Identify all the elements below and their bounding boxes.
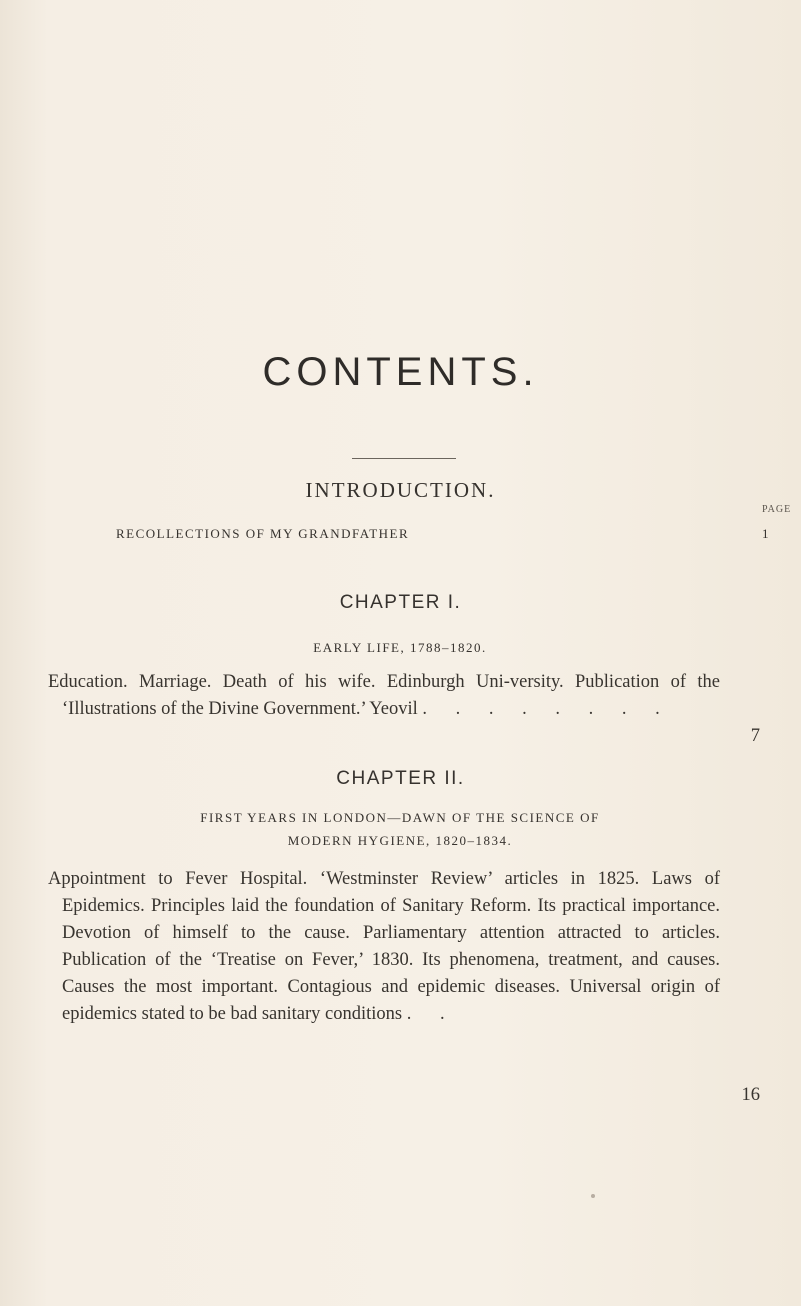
page-title: CONTENTS. <box>262 350 539 394</box>
chapter-1-entry <box>48 669 760 746</box>
page-column-label: PAGE <box>762 504 792 515</box>
chapter-1-entry-leader: . . . . . . . . <box>422 699 672 719</box>
paper-speck <box>591 1194 595 1198</box>
introduction-entry <box>116 526 776 542</box>
chapter-1-heading: CHAPTER I. <box>339 592 462 613</box>
chapter-1-entry-text: Education. Marriage. Death of his wife. Edinburgh Uni-versity. Publication of the ‘Illustrations of the Divine Government.’ Yeovil <box>48 672 720 719</box>
chapter-1-page-number: 7 <box>750 726 760 746</box>
chapter-1-subtitle: EARLY LIFE, 1788–1820. <box>313 640 487 655</box>
chapter-1-entry-body <box>48 669 760 723</box>
chapter-2-subtitle-line-2: MODERN HYGIENE, 1820–1834. <box>287 833 513 848</box>
introduction-entry-text: RECOLLECTIONS OF MY GRANDFATHER <box>116 526 410 541</box>
title-divider <box>352 458 456 459</box>
chapter-2-subtitle-line-1: FIRST YEARS IN LONDON—DAWN OF THE SCIENCE OF <box>200 810 600 825</box>
chapter-2-entry-body <box>48 866 760 1028</box>
introduction-heading: INTRODUCTION. <box>305 478 496 502</box>
chapter-2-page-number: 16 <box>741 1085 760 1105</box>
chapter-2-entry-leader: . . <box>406 1004 457 1024</box>
chapter-2-entry-text: Appointment to Fever Hospital. ‘Westminster Review’ articles in 1825. Laws of Epidemics. Principles laid the foundation of Sanitary Reform. Its practical importance. Devotion of himself to the cause. Parliamentary attention attracted to articles. Publication of the ‘Treatise on Fever,’ 1830. Its phenomena, treatment, and causes. Causes the most important. Contagious and epidemic diseases. Universal origin of epidemics stated to be bad sanitary conditions <box>48 869 720 1024</box>
chapter-2-heading: CHAPTER II. <box>336 768 465 789</box>
chapter-2-entry <box>48 866 760 1105</box>
introduction-page-number: 1 <box>762 526 770 541</box>
